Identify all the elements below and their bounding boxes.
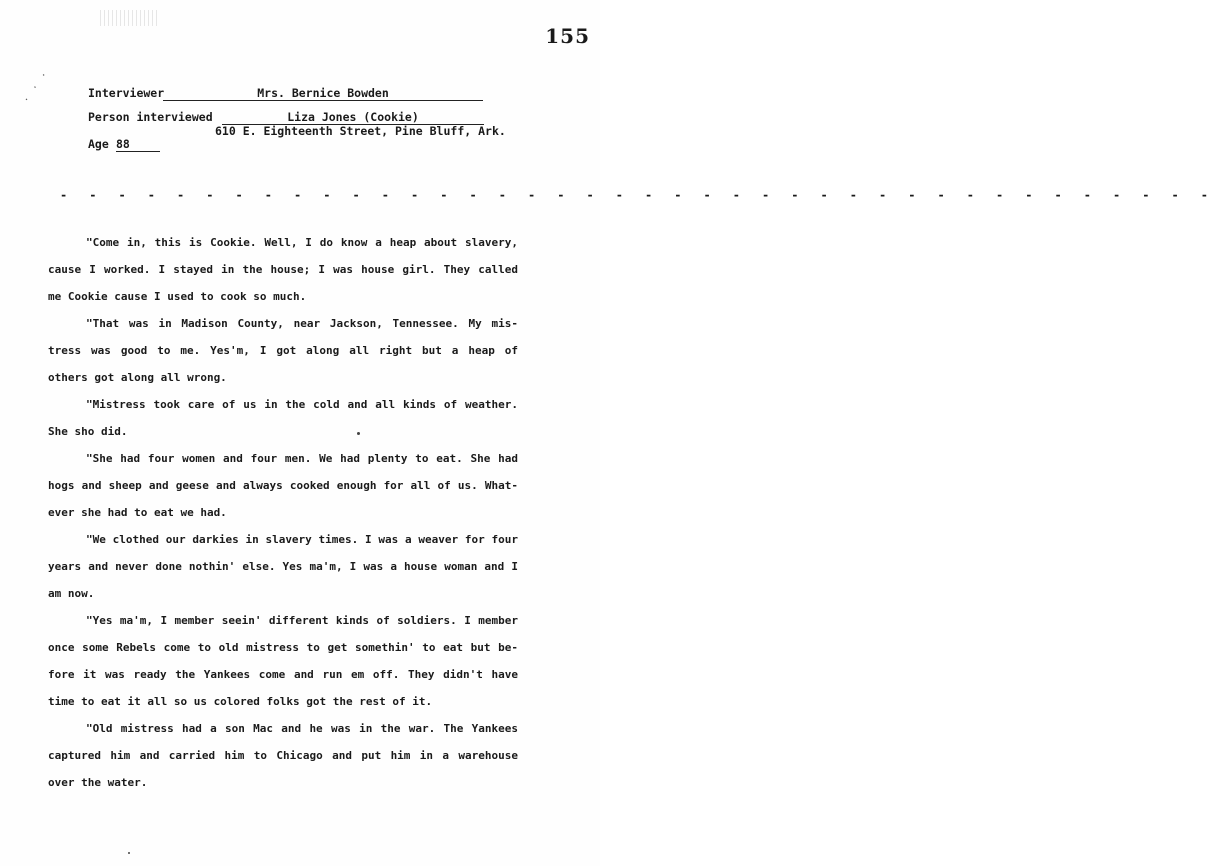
person-interviewed-row: [88, 110, 213, 124]
paragraph: "That was in Madison County, near Jackson, Tennessee. My mis- tress was good to me. Yes'm, I got along all right but a heap of others got along all wrong.: [48, 317, 518, 384]
age-value: 88: [116, 137, 160, 152]
margin-mark: · · ·: [21, 68, 52, 106]
age-label: Age: [88, 137, 109, 151]
paragraph: "We clothed our darkies in slavery times. I was a weaver for four years and never done nothin' else. Yes ma'm, I was a house woman and I am now.: [48, 533, 518, 600]
paragraph: "Mistress took care of us in the cold and all kinds of weather. She sho did.: [48, 398, 518, 438]
paragraph: "Come in, this is Cookie. Well, I do know a heap about slavery, cause I worked. I stayed in the house; I was house girl. They called me Cookie cause I used to cook so much.: [48, 236, 518, 303]
paragraph: "Old mistress had a son Mac and he was in the war. The Yankees captured him and carried him to Chicago and put him in a warehouse over the water.: [48, 722, 518, 789]
interviewer-row: [88, 86, 164, 100]
address: 610 E. Eighteenth Street, Pine Bluff, Ark.: [215, 124, 506, 138]
person-interviewed-value: Liza Jones (Cookie): [222, 110, 484, 125]
page-number: 155: [545, 24, 590, 48]
age-row: [88, 137, 109, 151]
ink-speck: [357, 432, 360, 435]
transcript-body: [48, 229, 518, 796]
interviewer-value: Mrs. Bernice Bowden: [163, 86, 483, 101]
paragraph: "Yes ma'm, I member seein' different kinds of soldiers. I member once some Rebels come to old mistress to get somethin' to eat but be- fore it was ready the Yankees come and run em off. They didn't have time to eat it all so us colored folks got the rest of it.: [48, 614, 518, 708]
paragraph: "She had four women and four men. We had plenty to eat. She had hogs and sheep and geese and always cooked enough for all of us. What- ever she had to eat we had.: [48, 452, 518, 519]
person-interviewed-label: Person interviewed: [88, 110, 213, 124]
interviewer-label: Interviewer: [88, 86, 165, 100]
ink-speck: [128, 852, 130, 854]
stamp-smudge: [100, 10, 160, 26]
separator-line: - - - - - - - - - - - - - - - - - - - - - - - - - - - - - - - - - - - - - - - -: [60, 188, 1215, 202]
